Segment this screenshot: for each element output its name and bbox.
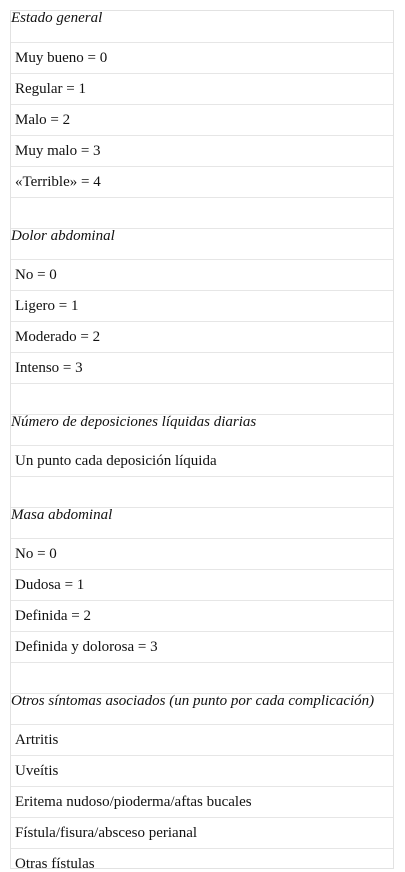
table-row: Definida = 2 [11, 600, 393, 631]
table-row: Muy malo = 3 [11, 135, 393, 166]
section-header-deposiciones: Número de deposiciones líquidas diarias [11, 414, 393, 445]
table-row: Otras fístulas [11, 848, 393, 868]
blank-row [11, 197, 393, 228]
table-row: Eritema nudoso/pioderma/aftas bucales [11, 786, 393, 817]
table-row: Fístula/fisura/absceso perianal [11, 817, 393, 848]
table-row: Moderado = 2 [11, 321, 393, 352]
table-row: Artritis [11, 724, 393, 755]
score-table [10, 10, 394, 872]
blank-row [11, 662, 393, 693]
table-row: No = 0 [11, 538, 393, 569]
table-row: Ligero = 1 [11, 290, 393, 321]
table-row: «Terrible» = 4 [11, 166, 393, 197]
table-row: Regular = 1 [11, 73, 393, 104]
section-header-otros-sintomas: Otros síntomas asociados (un punto por cada complicación) [11, 693, 393, 724]
table-row: Uveítis [11, 755, 393, 786]
table-row: Muy bueno = 0 [11, 42, 393, 73]
blank-row [11, 476, 393, 507]
section-header-masa-abdominal: Masa abdominal [11, 507, 393, 538]
table-row: Dudosa = 1 [11, 569, 393, 600]
table-row: No = 0 [11, 259, 393, 290]
blank-row [11, 383, 393, 414]
section-header-estado-general: Estado general [11, 10, 103, 26]
table-row: Malo = 2 [11, 104, 393, 135]
section-header-dolor-abdominal: Dolor abdominal [11, 228, 393, 259]
table-row: Un punto cada deposición líquida [11, 445, 393, 476]
table-row: Intenso = 3 [11, 352, 393, 383]
table-row: Definida y dolorosa = 3 [11, 631, 393, 662]
